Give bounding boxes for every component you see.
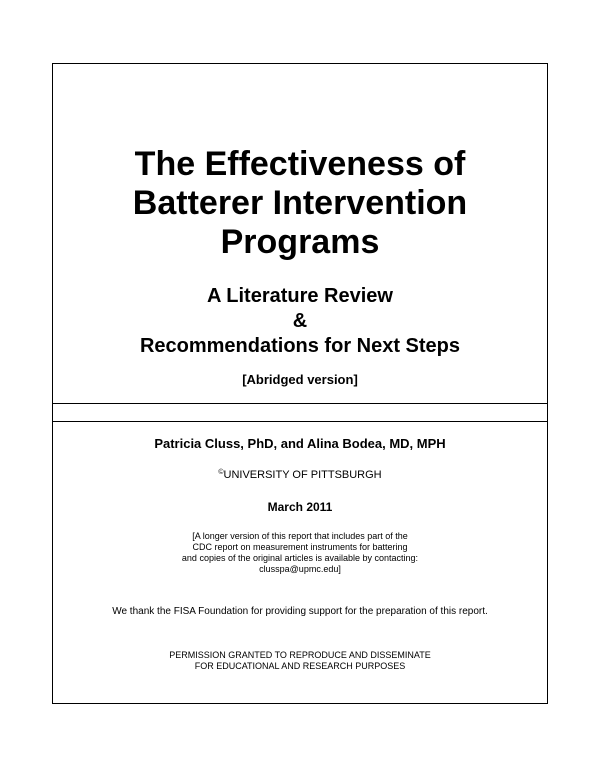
permission-line: PERMISSION GRANTED TO REPRODUCE AND DISSEMINATE [169, 650, 431, 660]
contact-line: [A longer version of this report that includes part of the [192, 531, 408, 541]
contact-line: CDC report on measurement instruments for battering [192, 542, 408, 552]
permission-line: FOR EDUCATIONAL AND RESEARCH PURPOSES [194, 661, 406, 671]
section-divider-top [52, 403, 548, 404]
contact-line: and copies of the original articles is available by contacting: [181, 553, 419, 563]
contact-note [52, 531, 548, 575]
title-line: Batterer Intervention [132, 184, 468, 222]
affiliation [52, 469, 548, 481]
section-divider-bottom [52, 421, 548, 422]
copyright-symbol: © [218, 469, 224, 476]
subtitle-line: & [292, 310, 308, 332]
report-subtitle [52, 284, 548, 359]
version-note: [Abridged version] [242, 372, 358, 387]
title-line: Programs [220, 223, 380, 261]
report-title [52, 145, 548, 262]
acknowledgement: We thank the FISA Foundation for providing support for the preparation of this report. [112, 606, 488, 617]
report-date: March 2011 [267, 500, 333, 514]
permission-notice [52, 650, 548, 672]
university-name: UNIVERSITY OF PITTSBURGH [223, 469, 382, 481]
subtitle-line: Recommendations for Next Steps [139, 335, 461, 357]
contact-line: clusspa@upmc.edu] [259, 564, 341, 574]
title-line: The Effectiveness of [134, 145, 466, 183]
subtitle-line: A Literature Review [207, 285, 393, 307]
authors: Patricia Cluss, PhD, and Alina Bodea, MD, MPH [154, 436, 446, 451]
